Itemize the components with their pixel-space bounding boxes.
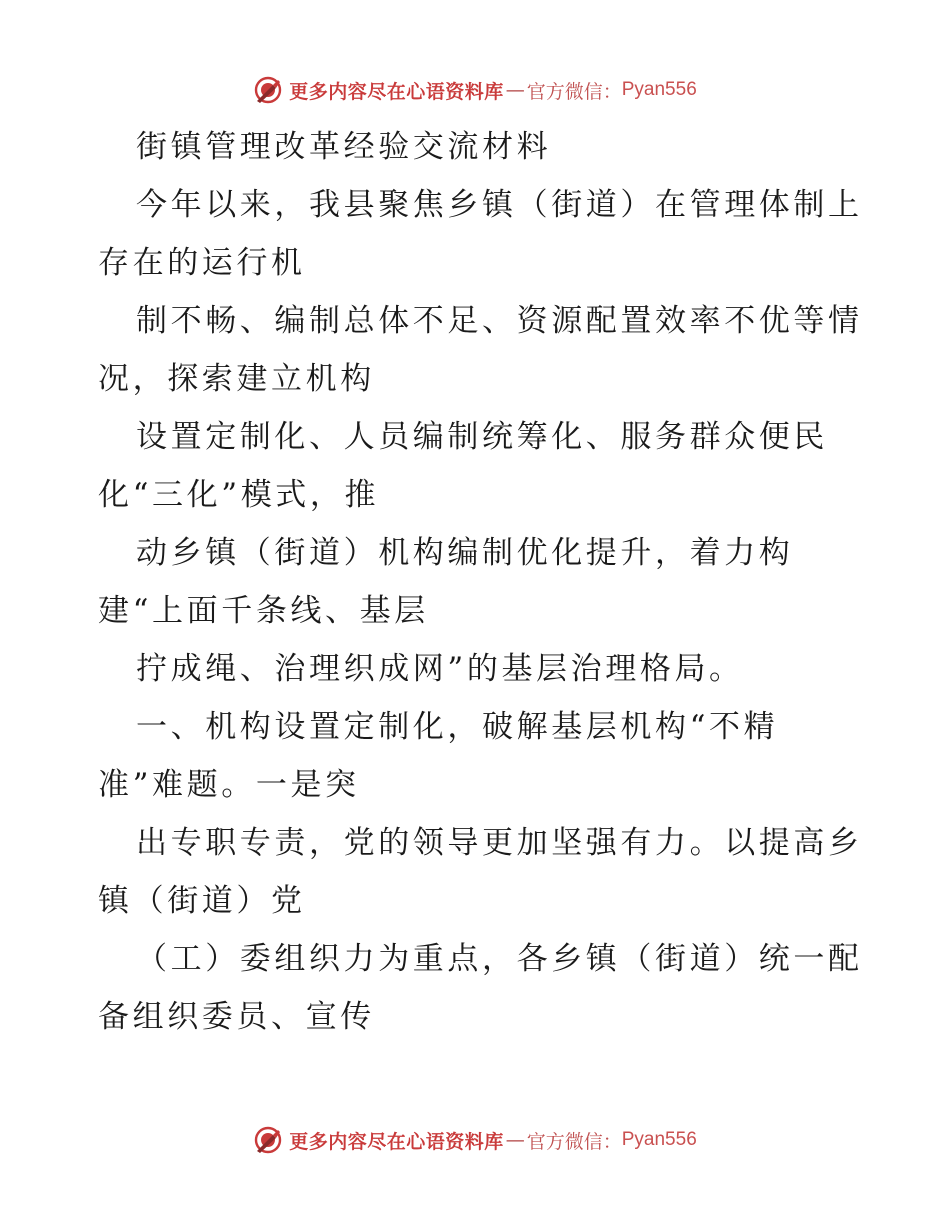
text-line: 镇（街道）党 [98, 883, 306, 919]
banner-brand-text: 更多内容尽在心语资料库 [289, 80, 504, 103]
text-line: 备组织委员、宣传 [98, 999, 375, 1035]
text-line: 出专职专责，党的领导更加坚强有力。以提高乡 [136, 825, 863, 861]
pen-logo-icon [253, 1125, 283, 1155]
text-line: 今年以来，我县聚焦乡镇（街道）在管理体制上 [136, 187, 863, 223]
text-line: 准”难题。一是突 [98, 767, 360, 803]
banner-official-label: 官方微信： [526, 1130, 622, 1153]
text-line: 建“上面千条线、基层 [98, 593, 429, 629]
pen-logo-icon [253, 75, 283, 105]
text-line: 街镇管理改革经验交流材料 [136, 129, 552, 165]
banner-dash: — [505, 79, 525, 101]
text-line: 动乡镇（街道）机构编制优化提升，着力构 [136, 535, 794, 571]
text-line: 制不畅、编制总体不足、资源配置效率不优等情 [136, 303, 863, 339]
text-line: 存在的运行机 [98, 245, 306, 281]
text-line: （工）委组织力为重点，各乡镇（街道）统一配 [136, 941, 863, 977]
text-line: 一、机构设置定制化，破解基层机构“不精 [136, 709, 779, 745]
text-line: 化“三化”模式，推 [98, 477, 380, 513]
text-line: 况，探索建立机构 [98, 361, 375, 397]
banner-wechat-id: Pyan556 [621, 1129, 697, 1150]
document-body [98, 118, 863, 1046]
banner-official-label: 官方微信： [526, 80, 622, 103]
banner-brand-text: 更多内容尽在心语资料库 [289, 1130, 504, 1153]
header-banner [0, 70, 950, 110]
text-line: 拧成绳、治理织成网”的基层治理格局。 [136, 651, 744, 687]
footer-banner [0, 1120, 950, 1160]
banner-wechat-id: Pyan556 [621, 79, 697, 100]
text-line: 设置定制化、人员编制统筹化、服务群众便民 [136, 419, 828, 455]
banner-dash: — [505, 1129, 525, 1151]
